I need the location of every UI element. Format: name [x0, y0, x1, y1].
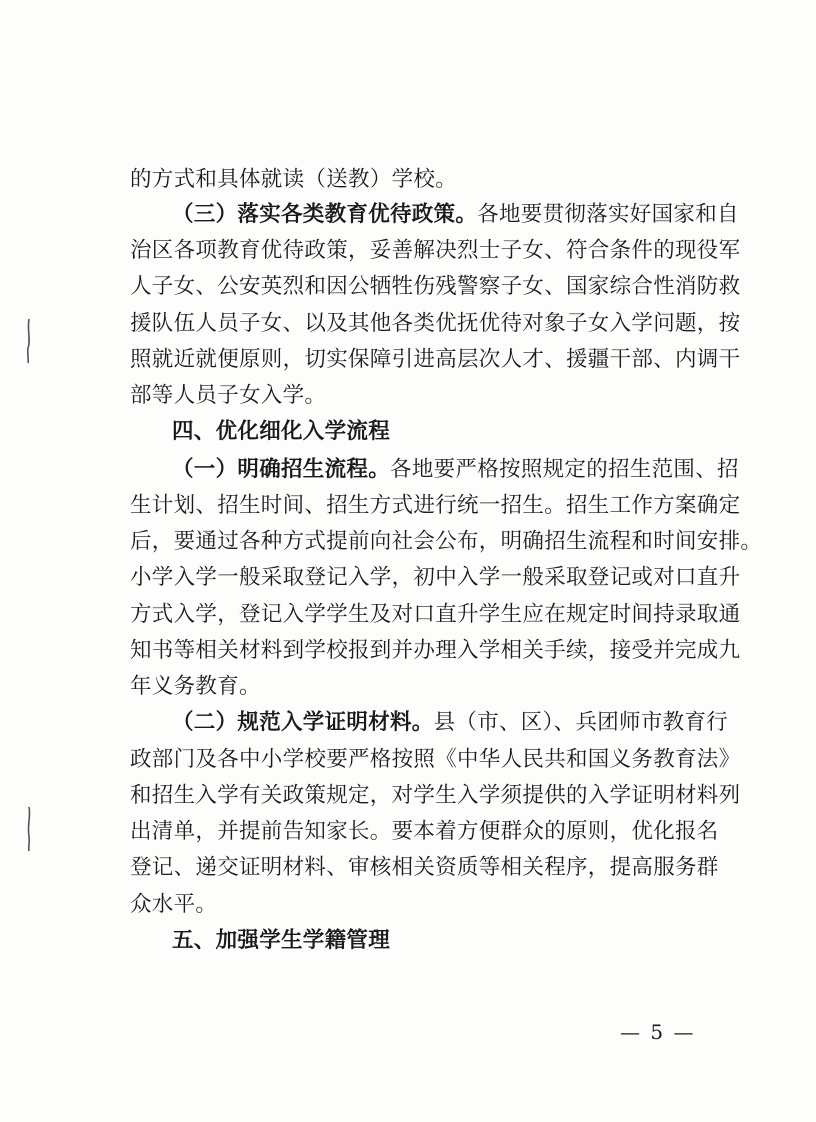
- subheading-inline: （三）落实各类教育优待政策。: [172, 202, 478, 227]
- paragraph-line: 小学入学一般采取登记入学，初中入学一般采取登记或对口直升: [130, 565, 741, 590]
- subheading-inline: （一）明确招生流程。: [172, 457, 391, 482]
- subheading-inline: （二）规范入学证明材料。: [172, 710, 434, 735]
- paragraph-line: [172, 708, 729, 738]
- paragraph-text: 县（市、区）、兵团师市教育行: [433, 710, 729, 735]
- paragraph-line: 出清单，并提前告知家长。要本着方便群众的原则，优化报名: [130, 819, 719, 844]
- paragraph-line: 后，要通过各种方式提前向社会公布，明确招生流程和时间安排。: [130, 529, 763, 554]
- paragraph-text: 各地要贯彻落实好国家和自: [477, 202, 739, 227]
- paragraph-line: 部等人员子女入学。: [130, 383, 327, 408]
- paragraph-line: 援队伍人员子女、以及其他各类优抚优待对象子女入学问题，按: [130, 311, 741, 336]
- paragraph-line: 照就近就便原则，切实保障引进高层次人才、援疆干部、内调干: [130, 347, 741, 372]
- paragraph-line: 方式入学，登记入学学生及对口直升学生应在规定时间持录取通: [130, 602, 741, 627]
- paragraph-line: 登记、递交证明材料、审核相关资质等相关程序，提高服务群: [130, 855, 719, 880]
- paragraph-text: 各地要严格按照规定的招生范围、招: [390, 457, 739, 482]
- paragraph-line: 的方式和具体就读（送教）学校。: [130, 167, 458, 192]
- binding-mark: [24, 318, 34, 364]
- paragraph-line: 年义务教育。: [130, 674, 261, 699]
- section-heading: 四、优化细化入学流程: [172, 419, 391, 444]
- paragraph-line: 人子女、公安英烈和因公牺牲伤残警察子女、国家综合性消防救: [130, 274, 741, 299]
- paragraph-line: 治区各项教育优待政策，妥善解决烈士子女、符合条件的现役军: [130, 238, 741, 263]
- paragraph-line: 和招生入学有关政策规定，对学生入学须提供的入学证明材料列: [130, 783, 741, 808]
- page-number: — 5 —: [620, 1020, 696, 1044]
- paragraph-line: 政部门及各中小学校要严格按照《中华人民共和国义务教育法》: [130, 747, 741, 772]
- paragraph-line: [172, 200, 739, 230]
- paragraph-line: [172, 455, 739, 485]
- section-heading: 五、加强学生学籍管理: [172, 928, 391, 953]
- binding-mark: [24, 806, 34, 852]
- paragraph-line: 生计划、招生时间、招生方式进行统一招生。招生工作方案确定: [130, 493, 741, 518]
- paragraph-line: 知书等相关材料到学校报到并办理入学相关手续，接受并完成九: [130, 638, 741, 663]
- paragraph-line: 众水平。: [130, 892, 218, 917]
